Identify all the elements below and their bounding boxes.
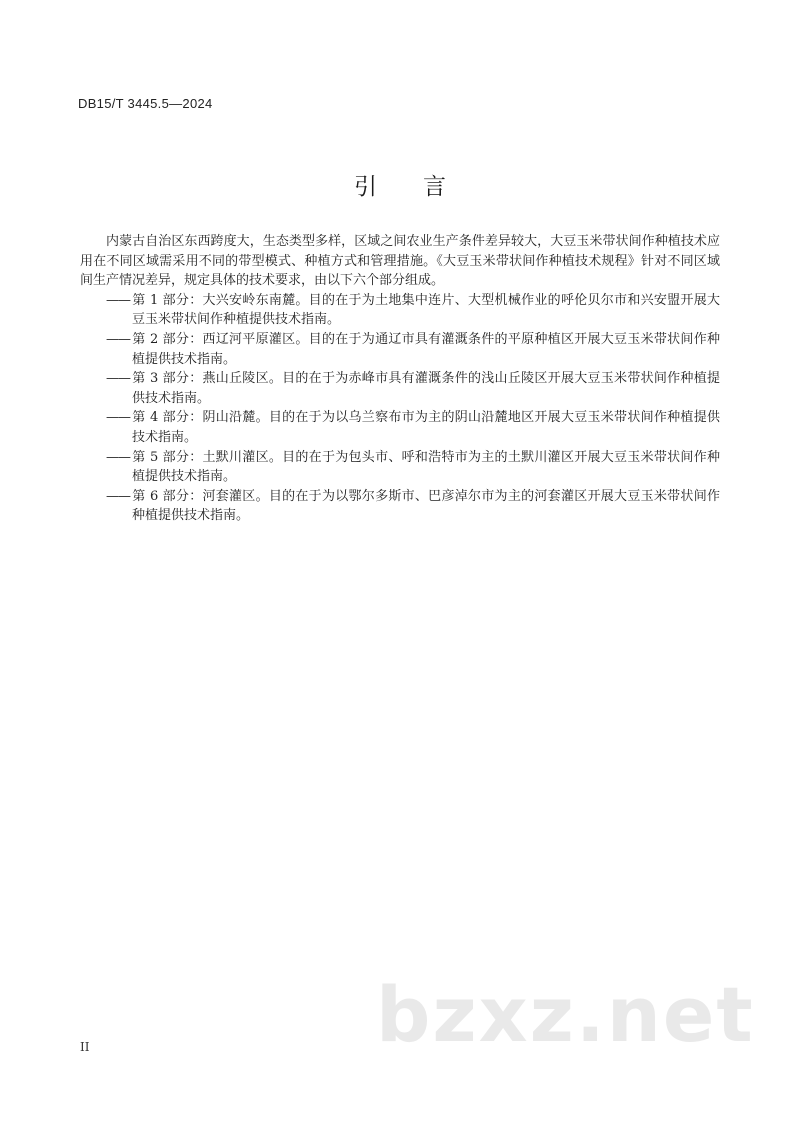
list-dash: ——	[106, 371, 130, 387]
list-item-part-2	[106, 330, 720, 369]
list-item-text: 第 3 部分：燕山丘陵区。目的在于为赤峰市具有灌溉条件的浅山丘陵区开展大豆玉米带状间作种植提供技术指南。	[132, 371, 720, 406]
list-dash: ——	[106, 331, 130, 347]
list-item-part-5	[106, 448, 720, 487]
intro-paragraph: 内蒙古自治区东西跨度大，生态类型多样，区域之间农业生产条件差异较大，大豆玉米带状间作种植技术应用在不同区域需采用不同的带型模式、种植方式和管理措施。《大豆玉米带状间作种植技术规程》针对不同区域间生产情况差异，规定具体的技术要求，由以下六个部分组成。	[80, 234, 720, 289]
list-item-part-1	[106, 291, 720, 330]
list-item-part-6	[106, 487, 720, 526]
page-title: 引 言	[354, 174, 446, 200]
list-item-text: 第 5 部分：土默川灌区。目的在于为包头市、呼和浩特市为主的土默川灌区开展大豆玉米带状间作种植提供技术指南。	[132, 449, 720, 485]
list-item-text: 第 1 部分：大兴安岭东南麓。目的在于为土地集中连片、大型机械作业的呼伦贝尔市和兴安盟开展大豆玉米带状间作种植提供技术指南。	[132, 292, 720, 328]
document-code: DB15/T 3445.5—2024	[78, 96, 213, 111]
list-item-text: 第 6 部分：河套灌区。目的在于为以鄂尔多斯市、巴彦淖尔市为主的河套灌区开展大豆玉米带状间作种植提供技术指南。	[132, 488, 720, 524]
list-item-part-3	[106, 369, 720, 408]
list-dash: ——	[106, 292, 130, 308]
list-item-text: 第 2 部分：西辽河平原灌区。目的在于为通辽市具有灌溉条件的平原种植区开展大豆玉米带状间作种植提供技术指南。	[132, 331, 720, 367]
list-dash: ——	[106, 488, 130, 504]
list-dash: ——	[106, 449, 130, 465]
list-item-text: 第 4 部分：阴山沿麓。目的在于为以乌兰察布市为主的阴山沿麓地区开展大豆玉米带状间作种植提供技术指南。	[132, 410, 720, 445]
watermark: bzxz.net	[376, 970, 755, 1059]
introduction-body	[80, 232, 720, 526]
list-item-part-4	[106, 408, 720, 447]
list-dash: ——	[106, 410, 130, 426]
page-number: II	[80, 1040, 90, 1054]
